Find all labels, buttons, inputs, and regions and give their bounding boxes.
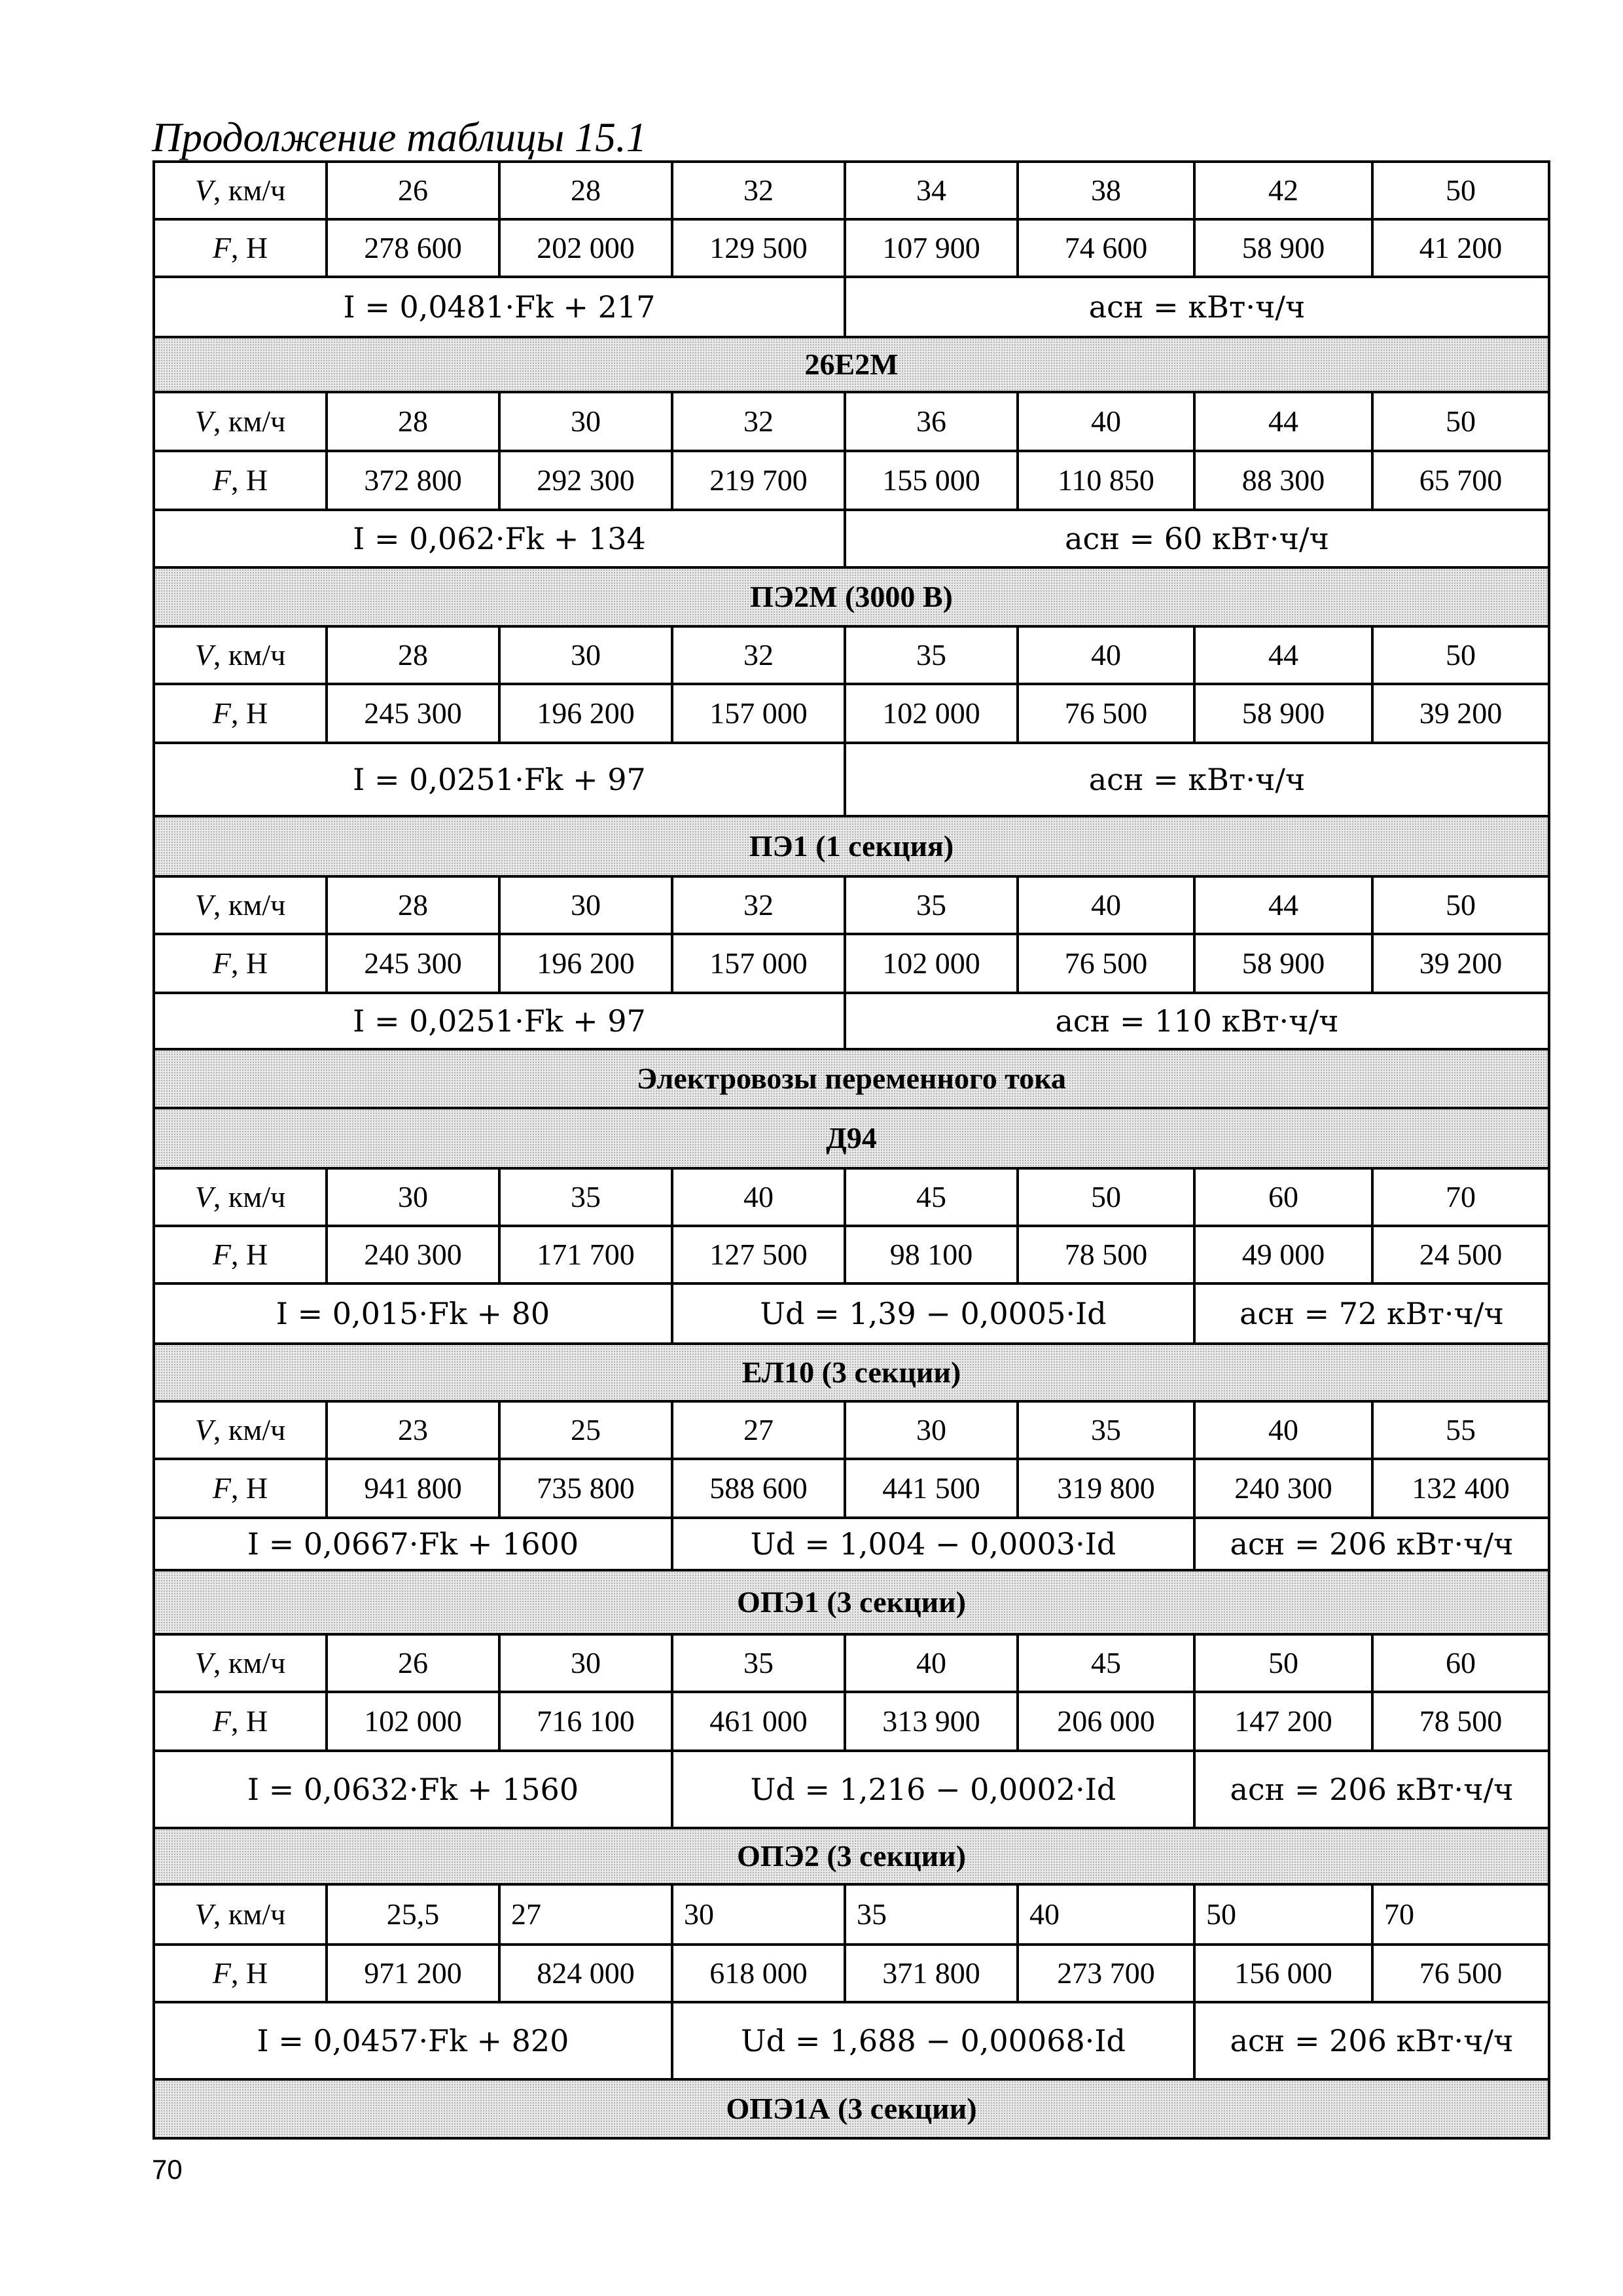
table-cell: 26 (327, 1634, 499, 1692)
label-unit: , км/ч (213, 1897, 286, 1931)
table-cell: 44 (1194, 392, 1372, 451)
formula-row (154, 2002, 1549, 2079)
table-cell: 35 (672, 1634, 845, 1692)
table-cell: 60 (1372, 1634, 1549, 1692)
table-cell: 23 (327, 1401, 499, 1459)
table-cell: 30 (327, 1168, 499, 1226)
force-label (154, 451, 327, 510)
table-cell: 245 300 (327, 684, 499, 743)
voltage-formula: Ud = 1,39 − 0,0005·Id (672, 1283, 1194, 1344)
label-unit: , Н (230, 1238, 268, 1271)
table-caption: Продолжение таблицы 15.1 (152, 115, 647, 160)
speed-row (154, 392, 1549, 451)
force-row (154, 1945, 1549, 2002)
label-symbol: F (212, 696, 231, 730)
table-cell: 319 800 (1018, 1459, 1194, 1518)
label-symbol: F (212, 946, 231, 980)
table-cell: 65 700 (1372, 451, 1549, 510)
section-header: ОПЭ1А (3 секции) (154, 2079, 1549, 2138)
current-formula: I = 0,015·Fk + 80 (154, 1283, 672, 1344)
table-cell: 28 (327, 392, 499, 451)
speed-row (154, 1634, 1549, 1692)
table-cell: 28 (327, 876, 499, 934)
label-symbol: F (212, 231, 231, 264)
table-cell: 824 000 (499, 1945, 672, 2002)
locomotive-traction-table (152, 160, 1550, 2140)
table-cell: 273 700 (1018, 1945, 1194, 2002)
speed-row (154, 876, 1549, 934)
table-cell: 30 (499, 876, 672, 934)
speed-row (154, 162, 1549, 219)
table-cell: 32 (672, 876, 845, 934)
page-number: 70 (152, 2154, 183, 2185)
table-cell: 70 (1372, 1884, 1549, 1945)
current-formula: I = 0,0481·Fk + 217 (154, 277, 845, 337)
table-cell: 127 500 (672, 1226, 845, 1283)
formula-row (154, 277, 1549, 337)
label-unit: , Н (230, 231, 268, 264)
force-row (154, 219, 1549, 277)
table-cell: 98 100 (845, 1226, 1018, 1283)
label-symbol: V (194, 1180, 213, 1213)
force-label (154, 684, 327, 743)
table-cell: 30 (499, 1634, 672, 1692)
label-unit: , Н (230, 463, 268, 497)
voltage-formula: Ud = 1,216 − 0,0002·Id (672, 1751, 1194, 1828)
voltage-formula: Ud = 1,004 − 0,0003·Id (672, 1518, 1194, 1570)
section-header: ОПЭ1 (3 секции) (154, 1570, 1549, 1634)
table-cell: 32 (672, 392, 845, 451)
table-cell: 26 (327, 162, 499, 219)
table-cell: 39 200 (1372, 934, 1549, 993)
table-cell: 618 000 (672, 1945, 845, 2002)
table-cell: 941 800 (327, 1459, 499, 1518)
formula-row (154, 743, 1549, 816)
force-row (154, 684, 1549, 743)
current-formula: I = 0,062·Fk + 134 (154, 510, 845, 567)
table-cell: 41 200 (1372, 219, 1549, 277)
aux-consumption: aсн = кВт·ч/ч (845, 277, 1549, 337)
table-cell: 147 200 (1194, 1692, 1372, 1751)
aux-consumption: aсн = 206 кВт·ч/ч (1194, 2002, 1549, 2079)
label-unit: , Н (230, 696, 268, 730)
table-cell: 441 500 (845, 1459, 1018, 1518)
table-cell: 30 (499, 626, 672, 684)
section-header: Электровозы переменного тока (154, 1049, 1549, 1108)
table-cell: 55 (1372, 1401, 1549, 1459)
speed-label (154, 162, 327, 219)
speed-label (154, 1884, 327, 1945)
table-cell: 27 (499, 1884, 672, 1945)
speed-row (154, 1884, 1549, 1945)
table-cell: 40 (672, 1168, 845, 1226)
table-cell: 588 600 (672, 1459, 845, 1518)
table-cell: 245 300 (327, 934, 499, 993)
table-cell: 206 000 (1018, 1692, 1194, 1751)
aux-consumption: aсн = 60 кВт·ч/ч (845, 510, 1549, 567)
speed-label (154, 876, 327, 934)
table-cell: 50 (1372, 876, 1549, 934)
table-cell: 40 (1018, 876, 1194, 934)
label-unit: , км/ч (213, 888, 286, 922)
table-cell: 132 400 (1372, 1459, 1549, 1518)
formula-row (154, 1751, 1549, 1828)
label-symbol: V (194, 1646, 213, 1679)
table-cell: 240 300 (327, 1226, 499, 1283)
force-label (154, 1459, 327, 1518)
label-symbol: V (194, 173, 213, 207)
aux-consumption: aсн = кВт·ч/ч (845, 743, 1549, 816)
table-cell: 35 (1018, 1401, 1194, 1459)
section-header: 26Е2М (154, 337, 1549, 392)
table-cell: 44 (1194, 876, 1372, 934)
section-header: ПЭ1 (1 секция) (154, 816, 1549, 876)
table-cell: 219 700 (672, 451, 845, 510)
label-unit: , км/ч (213, 404, 286, 438)
speed-row (154, 1401, 1549, 1459)
table-cell: 50 (1194, 1884, 1372, 1945)
formula-row (154, 1283, 1549, 1344)
table-cell: 39 200 (1372, 684, 1549, 743)
table-cell: 156 000 (1194, 1945, 1372, 2002)
table-cell: 971 200 (327, 1945, 499, 2002)
table-cell: 292 300 (499, 451, 672, 510)
label-symbol: V (194, 1413, 213, 1446)
table-cell: 50 (1372, 392, 1549, 451)
label-symbol: F (212, 1238, 231, 1271)
table-cell: 58 900 (1194, 219, 1372, 277)
table-cell: 28 (499, 162, 672, 219)
table-cell: 74 600 (1018, 219, 1194, 277)
table-cell: 45 (1018, 1634, 1194, 1692)
label-unit: , км/ч (213, 1180, 286, 1213)
table-cell: 27 (672, 1401, 845, 1459)
current-formula: I = 0,0457·Fk + 820 (154, 2002, 672, 2079)
table-cell: 40 (1018, 626, 1194, 684)
label-symbol: V (194, 638, 213, 672)
force-label (154, 1945, 327, 2002)
table-cell: 50 (1018, 1168, 1194, 1226)
table-cell: 30 (499, 392, 672, 451)
label-symbol: V (194, 404, 213, 438)
table-cell: 372 800 (327, 451, 499, 510)
table-cell: 58 900 (1194, 934, 1372, 993)
table-cell: 78 500 (1372, 1692, 1549, 1751)
section-header: ОПЭ2 (3 секции) (154, 1828, 1549, 1884)
table-cell: 110 850 (1018, 451, 1194, 510)
table-cell: 32 (672, 626, 845, 684)
table-cell: 44 (1194, 626, 1372, 684)
table-cell: 107 900 (845, 219, 1018, 277)
section-header: Д94 (154, 1108, 1549, 1168)
table-cell: 157 000 (672, 934, 845, 993)
aux-consumption: aсн = 110 кВт·ч/ч (845, 993, 1549, 1049)
table-cell: 30 (672, 1884, 845, 1945)
table-cell: 716 100 (499, 1692, 672, 1751)
table-cell: 24 500 (1372, 1226, 1549, 1283)
speed-label (154, 392, 327, 451)
table-cell: 102 000 (327, 1692, 499, 1751)
speed-row (154, 626, 1549, 684)
force-row (154, 1226, 1549, 1283)
table-cell: 313 900 (845, 1692, 1018, 1751)
table-cell: 129 500 (672, 219, 845, 277)
table-cell: 40 (845, 1634, 1018, 1692)
label-unit: , км/ч (213, 638, 286, 672)
label-unit: , Н (230, 1704, 268, 1738)
table-cell: 28 (327, 626, 499, 684)
current-formula: I = 0,0632·Fk + 1560 (154, 1751, 672, 1828)
table-cell: 76 500 (1372, 1945, 1549, 2002)
table-cell: 157 000 (672, 684, 845, 743)
table-cell: 60 (1194, 1168, 1372, 1226)
speed-label (154, 1634, 327, 1692)
force-label (154, 934, 327, 993)
label-unit: , км/ч (213, 173, 286, 207)
table-cell: 50 (1372, 626, 1549, 684)
table-cell: 35 (845, 876, 1018, 934)
table-cell: 58 900 (1194, 684, 1372, 743)
formula-row (154, 993, 1549, 1049)
table-cell: 34 (845, 162, 1018, 219)
table-cell: 76 500 (1018, 934, 1194, 993)
speed-label (154, 626, 327, 684)
table-cell: 88 300 (1194, 451, 1372, 510)
table-cell: 70 (1372, 1168, 1549, 1226)
table-cell: 461 000 (672, 1692, 845, 1751)
force-row (154, 934, 1549, 993)
force-label (154, 219, 327, 277)
table-cell: 42 (1194, 162, 1372, 219)
speed-row (154, 1168, 1549, 1226)
current-formula: I = 0,0251·Fk + 97 (154, 743, 845, 816)
force-row (154, 1459, 1549, 1518)
label-symbol: V (194, 888, 213, 922)
force-label (154, 1692, 327, 1751)
table-cell: 35 (845, 626, 1018, 684)
label-unit: , Н (230, 946, 268, 980)
aux-consumption: aсн = 206 кВт·ч/ч (1194, 1751, 1549, 1828)
table-cell: 45 (845, 1168, 1018, 1226)
table-cell: 49 000 (1194, 1226, 1372, 1283)
section-header: ЕЛ10 (3 секции) (154, 1344, 1549, 1401)
speed-label (154, 1168, 327, 1226)
table-cell: 240 300 (1194, 1459, 1372, 1518)
speed-label (154, 1401, 327, 1459)
table-cell: 50 (1194, 1634, 1372, 1692)
label-symbol: F (212, 463, 231, 497)
table-cell: 40 (1194, 1401, 1372, 1459)
table-cell: 102 000 (845, 684, 1018, 743)
table-cell: 196 200 (499, 684, 672, 743)
table-cell: 278 600 (327, 219, 499, 277)
label-unit: , км/ч (213, 1646, 286, 1679)
section-header: ПЭ2М (3000 В) (154, 567, 1549, 626)
table-cell: 78 500 (1018, 1226, 1194, 1283)
label-unit: , км/ч (213, 1413, 286, 1446)
table-cell: 35 (499, 1168, 672, 1226)
table-cell: 32 (672, 162, 845, 219)
force-label (154, 1226, 327, 1283)
table-cell: 25 (499, 1401, 672, 1459)
table-cell: 196 200 (499, 934, 672, 993)
table-cell: 735 800 (499, 1459, 672, 1518)
table-cell: 202 000 (499, 219, 672, 277)
voltage-formula: Ud = 1,688 − 0,00068·Id (672, 2002, 1194, 2079)
table-cell: 102 000 (845, 934, 1018, 993)
table-cell: 171 700 (499, 1226, 672, 1283)
force-row (154, 451, 1549, 510)
table-cell: 155 000 (845, 451, 1018, 510)
label-symbol: F (212, 1956, 231, 1990)
table-cell: 371 800 (845, 1945, 1018, 2002)
table-cell: 38 (1018, 162, 1194, 219)
label-symbol: F (212, 1704, 231, 1738)
aux-consumption: aсн = 72 кВт·ч/ч (1194, 1283, 1549, 1344)
table-cell: 40 (1018, 392, 1194, 451)
table-cell: 76 500 (1018, 684, 1194, 743)
current-formula: I = 0,0251·Fk + 97 (154, 993, 845, 1049)
label-symbol: V (194, 1897, 213, 1931)
table-cell: 25,5 (327, 1884, 499, 1945)
table-cell: 35 (845, 1884, 1018, 1945)
force-row (154, 1692, 1549, 1751)
table-cell: 36 (845, 392, 1018, 451)
table-cell: 30 (845, 1401, 1018, 1459)
current-formula: I = 0,0667·Fk + 1600 (154, 1518, 672, 1570)
table-cell: 50 (1372, 162, 1549, 219)
table-cell: 40 (1018, 1884, 1194, 1945)
label-unit: , Н (230, 1956, 268, 1990)
label-unit: , Н (230, 1471, 268, 1505)
aux-consumption: aсн = 206 кВт·ч/ч (1194, 1518, 1549, 1570)
formula-row (154, 1518, 1549, 1570)
formula-row (154, 510, 1549, 567)
label-symbol: F (212, 1471, 231, 1505)
